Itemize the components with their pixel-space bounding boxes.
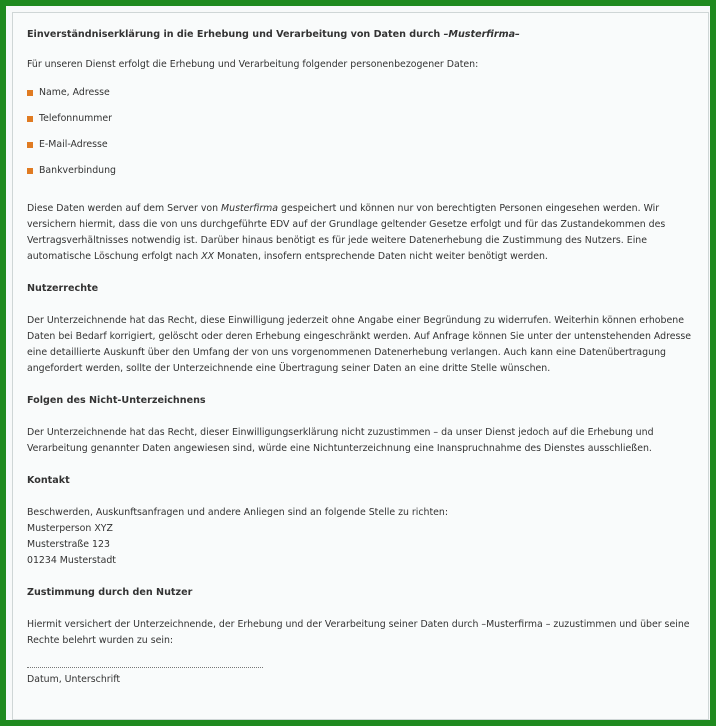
kontakt-heading: Kontakt <box>27 475 70 486</box>
kontakt-street: Musterstraße 123 <box>27 539 110 550</box>
document-title <box>27 27 711 43</box>
signature-line <box>27 667 263 668</box>
list-item-label: E-Mail-Adresse <box>39 139 108 150</box>
bullet-icon <box>27 116 33 122</box>
title-company: –Musterfirma– <box>443 29 520 40</box>
list-item <box>27 163 711 179</box>
para1-text-a: Diese Daten werden auf dem Server von <box>27 203 222 214</box>
document-panel <box>12 12 709 720</box>
bullet-icon <box>27 142 33 148</box>
list-item <box>27 137 711 153</box>
zustimmung-heading: Zustimmung durch den Nutzer <box>27 587 193 598</box>
kontakt-intro: Beschwerden, Auskunftsanfragen und andere Anliegen sind an folgende Stelle zu richten: <box>27 507 449 518</box>
kontakt-name: Musterperson XYZ <box>27 523 113 534</box>
title-text: Einverständniserklärung in die Erhebung und Verarbeitung von Daten durch <box>27 29 444 40</box>
list-item-label: Bankverbindung <box>39 165 117 176</box>
list-item <box>27 85 711 101</box>
data-list <box>27 85 711 179</box>
folgen-paragraph: Der Unterzeichnende hat das Recht, dieser Einwilligungserklärung nicht zuzustimmen – da unser Dienst jedoch auf die Erhebung und Verarbeitung genannter Daten angewiesen sind, würde eine Nichtunterzeichnung eine Inanspruchnahme des Dienstes ausschließen. <box>27 427 654 454</box>
nutzerrechte-paragraph: Der Unterzeichnende hat das Recht, diese Einwilligung jederzeit ohne Angabe einer Begründung zu widerrufen. Weiterhin können erhobene Daten bei Bedarf korrigiert, gelöscht oder deren Erhebung eingeschränkt werden. Auf Anfrage können Sie unter der untenstehenden Adresse eine detaillierte Auskunft über den Umfang der von uns vorgenommenen Datenerhebung verlangen. Auch kann eine Datenübertragung angefordert werden, sollte der Unterzeichnende eine Übertragung seiner Daten an eine dritte Stelle wünschen. <box>27 315 692 374</box>
bullet-icon <box>27 168 33 174</box>
zustimmung-paragraph: Hiermit versichert der Unterzeichnende, der Erhebung und der Verarbeitung seiner Daten durch –Musterfirma – zuzustimmen und über seine Rechte belehrt wurden zu sein: <box>27 619 690 646</box>
intro-text: Für unseren Dienst erfolgt die Erhebung und Verarbeitung folgender personenbezogener Daten: <box>27 59 479 70</box>
list-item-label: Name, Adresse <box>39 87 110 98</box>
document-content <box>27 27 711 688</box>
bullet-icon <box>27 90 33 96</box>
list-item-label: Telefonnummer <box>39 113 113 124</box>
para1-text-b: gespeichert und können nur von berechtigten Personen eingesehen werden. Wir versichern hiermit, dass die von uns durchgeführte EDV auf der Grundlage geltender Gesetze erfolgt und für das Zustandekommen des Vertragsverhältnisses notwendig ist. Darüber hinaus benötigt es für jede weitere Datenerhebung die Zustimmung des Nutzers. Eine automatische Löschung erfolgt nach <box>27 203 666 262</box>
nutzerrechte-heading: Nutzerrechte <box>27 283 99 294</box>
data-storage-paragraph <box>27 201 711 265</box>
para1-text-c: Monaten, insofern entsprechende Daten nicht weiter benötigt werden. <box>214 251 548 262</box>
folgen-heading: Folgen des Nicht-Unterzeichnens <box>27 395 206 406</box>
signature-label: Datum, Unterschrift <box>27 674 121 685</box>
para1-months-placeholder: XX <box>201 251 215 262</box>
list-item <box>27 111 711 127</box>
kontakt-city: 01234 Musterstadt <box>27 555 116 566</box>
para1-company: Musterfirma <box>221 203 279 214</box>
